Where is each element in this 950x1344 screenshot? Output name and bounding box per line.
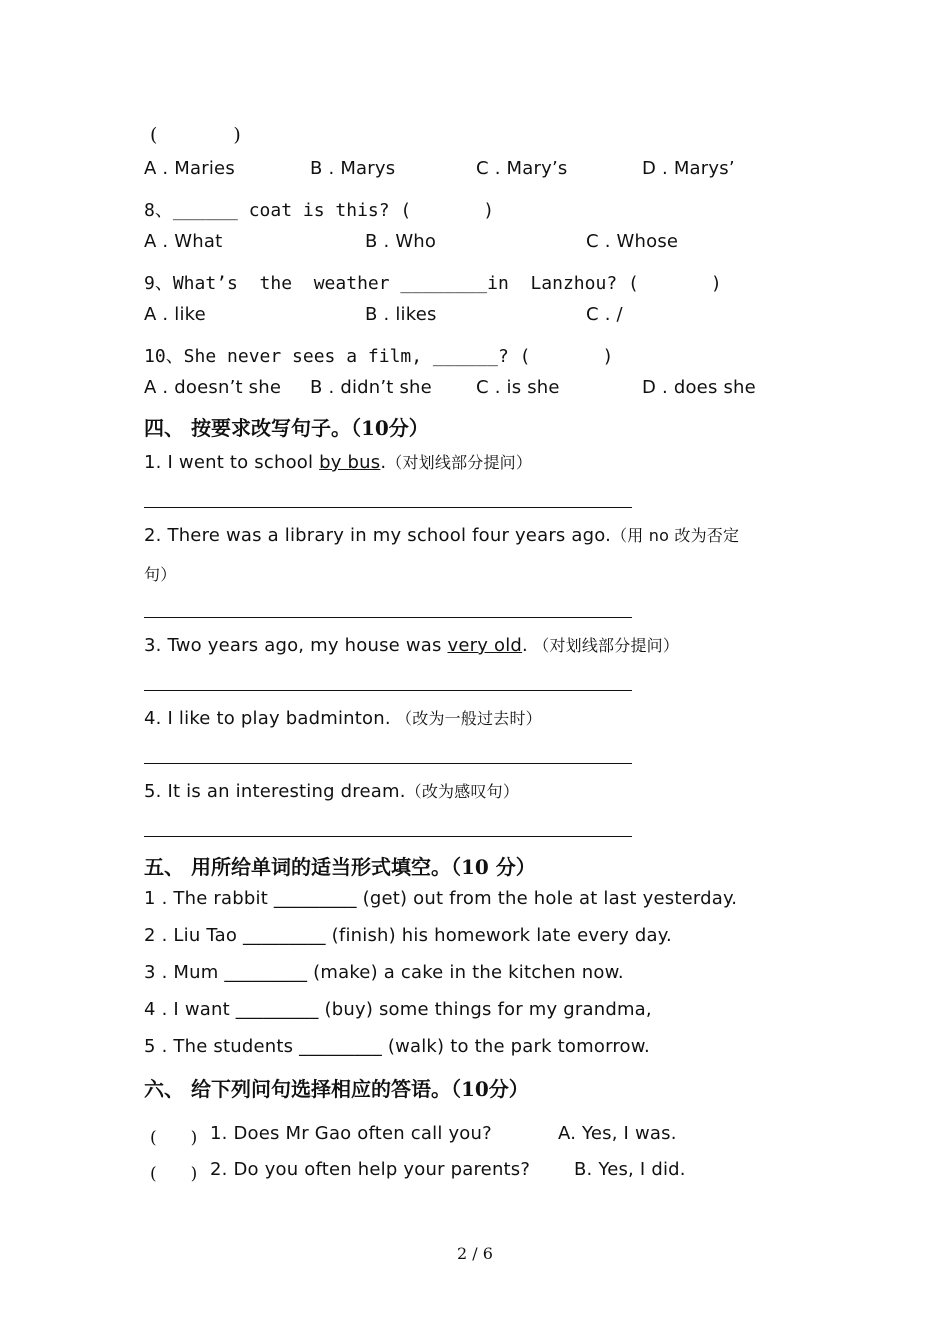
s5-item4[interactable]: 4 . I want _________ (buy) some things for my grandma,: [144, 999, 652, 1020]
s4-answer-line-3[interactable]: [144, 690, 632, 691]
s4-item3-text-post: .: [522, 635, 528, 656]
s6-item1-question: 1. Does Mr Gao often call you?: [210, 1123, 492, 1144]
q7-option-b[interactable]: B . Marys: [310, 158, 396, 179]
q9-option-a[interactable]: A . like: [144, 304, 206, 325]
s4-item2-note-b: 句）: [144, 565, 177, 584]
s5-item1[interactable]: 1 . The rabbit _________ (get) out from the hole at last yesterday.: [144, 888, 738, 909]
s4-item2: [144, 523, 739, 546]
q7-answer-bracket[interactable]: ( ): [150, 124, 241, 146]
q7-option-d[interactable]: D . Marys’: [642, 158, 735, 179]
s6-item1-answer: A. Yes, I was.: [558, 1123, 677, 1144]
q9-option-c[interactable]: C . /: [586, 304, 623, 325]
q10-option-b[interactable]: B . didn’t she: [310, 377, 432, 398]
q10-option-d[interactable]: D . does she: [642, 377, 756, 398]
s4-item3-note: （对划线部分提问）: [527, 636, 680, 655]
s6-item1-bracket[interactable]: ( ): [150, 1128, 198, 1148]
q7-option-a[interactable]: A . Maries: [144, 158, 235, 179]
q8-option-c[interactable]: C . Whose: [586, 231, 679, 252]
s6-item2-question: 2. Do you often help your parents?: [210, 1159, 531, 1180]
s4-answer-line-5[interactable]: [144, 836, 632, 837]
s4-answer-line-2[interactable]: [144, 617, 632, 618]
s4-item3-underlined: very old: [447, 635, 523, 656]
s4-item5: [144, 779, 519, 802]
s4-item3: [144, 633, 679, 656]
q9-stem: 9、What’s the weather ________in Lanzhou? ( ): [144, 273, 722, 294]
s4-item1-underlined: by bus: [319, 452, 381, 473]
s4-item3-text-pre: 3. Two years ago, my house was: [144, 635, 448, 656]
s4-item1-note: （对划线部分提问）: [386, 453, 533, 472]
s6-item2-bracket[interactable]: ( ): [150, 1164, 198, 1184]
s6-item2-answer: B. Yes, I did.: [574, 1159, 686, 1180]
q9-option-b[interactable]: B . likes: [365, 304, 437, 325]
s5-item5[interactable]: 5 . The students _________ (walk) to the park tomorrow.: [144, 1036, 650, 1057]
q8-option-a[interactable]: A . What: [144, 231, 223, 252]
s4-item5-text: 5. It is an interesting dream.: [144, 781, 406, 802]
s4-item1: [144, 450, 532, 473]
q8-stem: 8、______ coat is this? ( ): [144, 200, 495, 221]
s4-item4-note: （改为一般过去时）: [390, 709, 542, 728]
s4-item1-text-post: .: [380, 452, 387, 473]
s4-item2-note-a: （用 no 改为否定: [611, 526, 740, 545]
q10-option-c[interactable]: C . is she: [476, 377, 560, 398]
q10-stem: 10、She never sees a film, ______? ( ): [144, 346, 614, 367]
s4-item2-text: 2. There was a library in my school four years ago.: [144, 525, 612, 546]
s4-answer-line-1[interactable]: [144, 507, 632, 508]
q7-option-c[interactable]: C . Mary’s: [476, 158, 568, 179]
s4-item5-note: （改为感叹句）: [405, 782, 520, 801]
section4-heading: 四、 按要求改写句子。（10分）: [144, 416, 429, 440]
q10-option-a[interactable]: A . doesn’t she: [144, 377, 282, 398]
s5-item3[interactable]: 3 . Mum _________ (make) a cake in the kitchen now.: [144, 962, 624, 983]
section5-heading: 五、 用所给单词的适当形式填空。（10 分）: [144, 855, 536, 879]
page-number: 2 / 6: [457, 1244, 493, 1263]
s5-item2[interactable]: 2 . Liu Tao _________ (finish) his homework late every day.: [144, 925, 672, 946]
s4-item4-text: 4. I like to play badminton.: [144, 708, 391, 729]
s4-item4: [144, 706, 542, 729]
s4-item1-text-pre: 1. I went to school: [144, 452, 320, 473]
section6-heading: 六、 给下列问句选择相应的答语。（10分）: [144, 1077, 529, 1101]
q8-option-b[interactable]: B . Who: [365, 231, 437, 252]
s4-answer-line-4[interactable]: [144, 763, 632, 764]
